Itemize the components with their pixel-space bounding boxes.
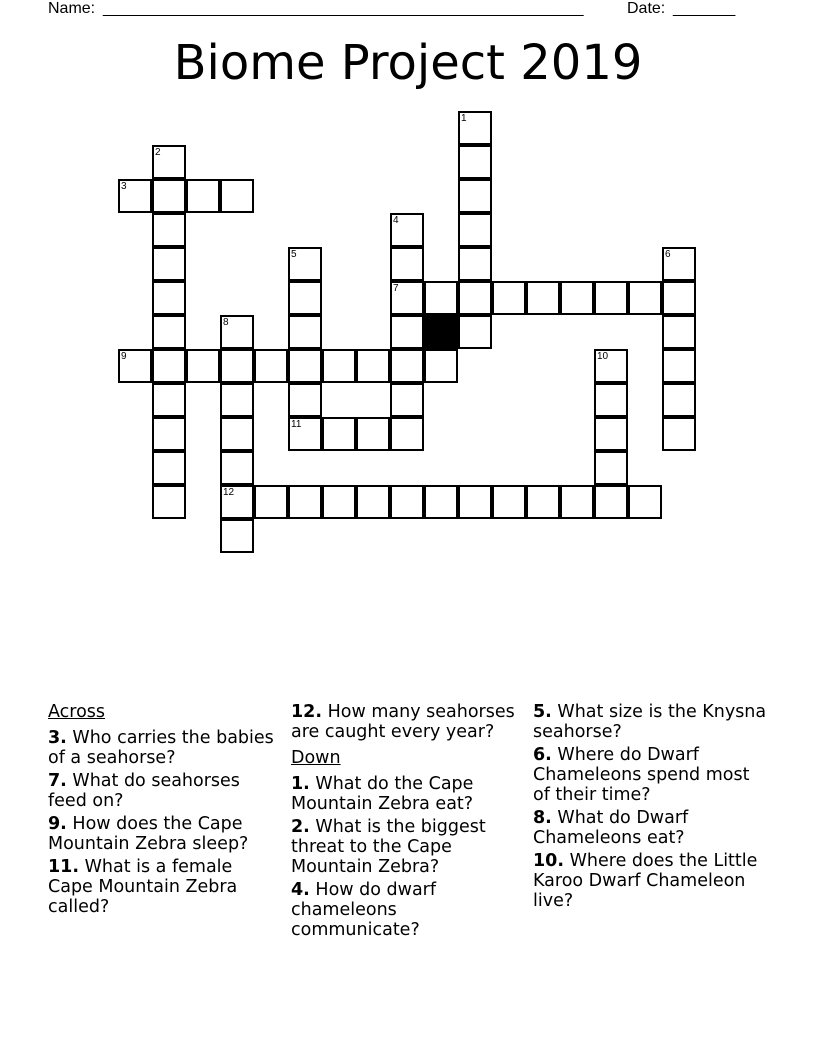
across-heading: Across (48, 702, 106, 722)
clue-number: 12. (291, 702, 323, 722)
grid-cell[interactable] (288, 315, 322, 349)
grid-cell[interactable] (152, 281, 186, 315)
grid-cell[interactable] (594, 417, 628, 451)
name-label: Name: (48, 0, 96, 17)
grid-cell[interactable] (594, 281, 628, 315)
down-heading: Down (291, 748, 341, 768)
clue-down-2 (291, 817, 526, 877)
cell-number: 2 (155, 147, 161, 158)
grid-cell[interactable] (390, 417, 424, 451)
clue-across-7 (48, 771, 278, 811)
clue-number: 8. (533, 808, 552, 828)
grid-cell[interactable] (458, 485, 492, 519)
cell-number: 10 (597, 351, 609, 362)
grid-cell[interactable] (526, 281, 560, 315)
grid-cell[interactable] (458, 179, 492, 213)
clue-across-11 (48, 857, 278, 917)
cell-number: 9 (121, 351, 127, 362)
grid-cell[interactable] (560, 281, 594, 315)
clues-column-2 (291, 702, 526, 943)
grid-cell[interactable] (458, 247, 492, 281)
header (0, 0, 816, 20)
grid-cell[interactable] (390, 349, 424, 383)
grid-cell[interactable] (594, 451, 628, 485)
clue-text: What do Dwarf Chameleons eat? (533, 808, 689, 848)
clue-number: 5. (533, 702, 552, 722)
cell-number: 3 (121, 181, 127, 192)
grid-cell[interactable] (458, 281, 492, 315)
clue-down-10 (533, 851, 768, 911)
cell-number: 11 (291, 419, 302, 430)
cell-number: 6 (665, 249, 671, 260)
clue-down-1 (291, 774, 526, 814)
date-label: Date: (627, 0, 666, 17)
grid-cell[interactable] (662, 315, 696, 349)
grid-cell[interactable] (390, 281, 424, 315)
grid-cell[interactable] (186, 349, 220, 383)
grid-cell[interactable] (424, 485, 458, 519)
clue-across-3 (48, 728, 278, 768)
clue-across-9 (48, 814, 278, 854)
grid-cell[interactable] (492, 485, 526, 519)
clue-text: What is a female Cape Mountain Zebra called? (48, 857, 238, 917)
grid-cell[interactable] (322, 485, 356, 519)
clue-number: 1. (291, 774, 310, 794)
grid-cell[interactable] (220, 349, 254, 383)
clue-down-4 (291, 880, 526, 940)
grid-cell[interactable] (390, 247, 424, 281)
grid-cell[interactable] (288, 485, 322, 519)
cell-number: 5 (291, 249, 297, 260)
date-field[interactable]: _______ (673, 0, 736, 17)
grid-cell[interactable] (152, 247, 186, 281)
grid-cell[interactable] (152, 417, 186, 451)
grid-cell[interactable] (594, 383, 628, 417)
grid-cell[interactable] (152, 383, 186, 417)
grid-cell[interactable] (628, 281, 662, 315)
grid-cell[interactable] (662, 383, 696, 417)
clue-number: 6. (533, 745, 552, 765)
clue-text: How many seahorses are caught every year? (291, 702, 515, 742)
cell-number: 7 (393, 283, 399, 294)
grid-cell[interactable] (594, 349, 628, 383)
grid-cell[interactable] (152, 315, 186, 349)
clue-down-5 (533, 702, 768, 742)
grid-cell[interactable] (220, 179, 254, 213)
cell-number: 12 (223, 487, 235, 498)
grid-cell[interactable] (458, 315, 492, 349)
grid-cell[interactable] (458, 145, 492, 179)
grid-cell[interactable] (152, 451, 186, 485)
clue-down-8 (533, 808, 768, 848)
grid-cell[interactable] (560, 485, 594, 519)
clue-text: What do seahorses feed on? (48, 771, 240, 811)
grid-cell[interactable] (390, 485, 424, 519)
grid-cell[interactable] (186, 179, 220, 213)
grid-cell[interactable] (458, 111, 492, 145)
grid-cell[interactable] (152, 349, 186, 383)
cell-number: 8 (223, 317, 229, 328)
grid-cell[interactable] (356, 349, 390, 383)
cell-number: 4 (393, 215, 399, 226)
clue-text: What is the biggest threat to the Cape Mountain Zebra? (291, 817, 486, 877)
grid-cell[interactable] (220, 383, 254, 417)
grid-cell[interactable] (662, 349, 696, 383)
clues-column-1 (48, 702, 278, 920)
grid-cell[interactable] (526, 485, 560, 519)
clue-text: What size is the Knysna seahorse? (533, 702, 767, 742)
grid-cell[interactable] (152, 179, 186, 213)
grid-cell[interactable] (118, 179, 152, 213)
grid-cell[interactable] (152, 485, 186, 519)
grid-cell[interactable] (152, 145, 186, 179)
grid-cell[interactable] (288, 417, 322, 451)
grid-cell[interactable] (662, 247, 696, 281)
clue-number: 11. (48, 857, 80, 877)
grid-cell[interactable] (220, 519, 254, 553)
cell-number: 1 (461, 113, 467, 124)
clue-down-6 (533, 745, 768, 805)
grid-cell[interactable] (356, 417, 390, 451)
clue-number: 9. (48, 814, 67, 834)
grid-cell[interactable] (254, 485, 288, 519)
grid-cell[interactable] (424, 349, 458, 383)
clue-text: Where do Dwarf Chameleons spend most of their time? (533, 745, 750, 805)
grid-cell[interactable] (288, 281, 322, 315)
grid-cell[interactable] (424, 281, 458, 315)
grid-cell[interactable] (220, 417, 254, 451)
clues-column-3 (533, 702, 768, 914)
clue-text: How do dwarf chameleons communicate? (291, 880, 437, 940)
grid-cell[interactable] (492, 281, 526, 315)
clue-text: Where does the Little Karoo Dwarf Chameleon live? (533, 851, 758, 911)
page-title: Biome Project 2019 (173, 35, 643, 91)
grid-cell[interactable] (594, 485, 628, 519)
grid-cell[interactable] (118, 349, 152, 383)
clue-across-12 (291, 702, 526, 742)
grid-cell[interactable] (322, 417, 356, 451)
grid-cell[interactable] (152, 213, 186, 247)
clue-text: Who carries the babies of a seahorse? (48, 728, 274, 768)
clue-number: 4. (291, 880, 310, 900)
grid-cell[interactable] (288, 349, 322, 383)
clue-number: 10. (533, 851, 565, 871)
clue-number: 3. (48, 728, 67, 748)
grid-cell[interactable] (390, 315, 424, 349)
name-field[interactable]: ______________________________________________________ (103, 0, 584, 17)
clue-text: How does the Cape Mountain Zebra sleep? (48, 814, 249, 854)
clue-text: What do the Cape Mountain Zebra eat? (291, 774, 474, 814)
black-cell (424, 315, 458, 349)
clue-number: 2. (291, 817, 310, 837)
grid-cell[interactable] (390, 383, 424, 417)
grid-cell[interactable] (220, 485, 254, 519)
grid-cell[interactable] (356, 485, 390, 519)
grid-cell[interactable] (390, 213, 424, 247)
grid-cell[interactable] (254, 349, 288, 383)
grid-cell[interactable] (220, 315, 254, 349)
grid-cell[interactable] (288, 383, 322, 417)
grid-cell[interactable] (662, 281, 696, 315)
grid-cell[interactable] (458, 213, 492, 247)
grid-cell[interactable] (662, 417, 696, 451)
clue-number: 7. (48, 771, 67, 791)
grid-cell[interactable] (322, 349, 356, 383)
grid-cell[interactable] (288, 247, 322, 281)
grid-cell[interactable] (220, 451, 254, 485)
grid-cell[interactable] (628, 485, 662, 519)
